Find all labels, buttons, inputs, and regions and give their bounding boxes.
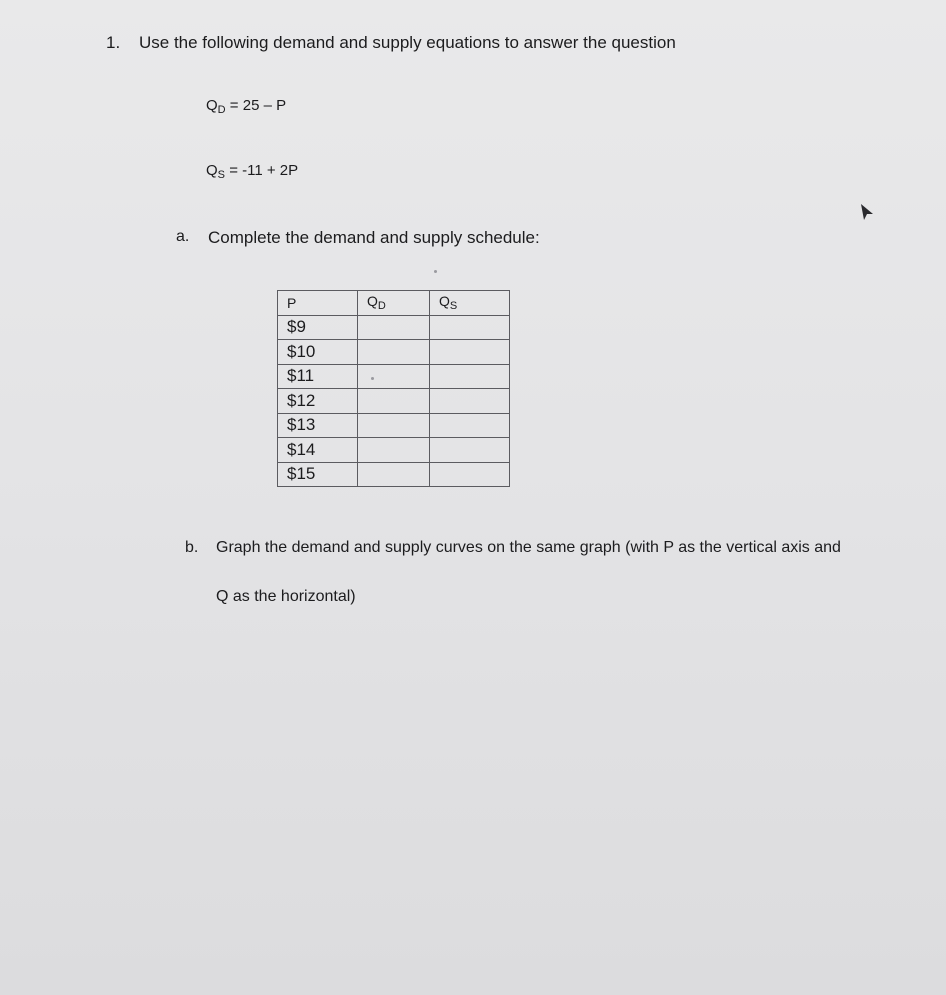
quantity-supplied-cell <box>430 315 510 340</box>
price-cell: $14 <box>278 438 358 463</box>
part-b-label: b. <box>185 539 199 556</box>
part-b-instruction-line2: Q as the horizontal) <box>216 588 356 605</box>
paper-speck <box>371 377 374 380</box>
table-row <box>278 389 510 414</box>
quantity-supplied-cell <box>430 413 510 438</box>
question-text: Use the following demand and supply equations to answer the question <box>139 33 676 52</box>
price-cell: $12 <box>278 389 358 414</box>
supply-equation: $Q_S = -11 + 2P$ <box>206 162 299 181</box>
table-header-row <box>278 291 510 316</box>
quantity-supplied-cell <box>430 340 510 365</box>
table-row <box>278 413 510 438</box>
table-row <box>278 438 510 463</box>
demand-supply-schedule-table <box>277 290 510 487</box>
price-cell: $10 <box>278 340 358 365</box>
header-price: P <box>278 291 358 316</box>
table-row <box>278 364 510 389</box>
question-number: 1. <box>106 33 121 52</box>
quantity-supplied-cell <box>430 438 510 463</box>
quantity-demanded-cell <box>358 315 430 340</box>
part-a-label: a. <box>176 228 190 245</box>
quantity-demanded-cell <box>358 413 430 438</box>
header-quantity-demanded: $Q_D$ <box>358 291 430 316</box>
quantity-demanded-cell <box>358 340 430 365</box>
quantity-supplied-cell <box>430 462 510 487</box>
quantity-supplied-cell <box>430 364 510 389</box>
part-a-instruction: Complete the demand and supply schedule: <box>208 228 540 247</box>
mouse-pointer-icon <box>858 202 876 224</box>
quantity-demanded-cell <box>358 364 430 389</box>
quantity-demanded-cell <box>358 389 430 414</box>
demand-equation: $Q_D = 25 - P$ <box>206 97 287 116</box>
paper-speck <box>434 270 437 273</box>
price-cell: $11 <box>278 364 358 389</box>
part-b-instruction-line1: Graph the demand and supply curves on the same graph (with P as the vertical axis and <box>216 539 841 556</box>
quantity-supplied-cell <box>430 389 510 414</box>
table-row <box>278 315 510 340</box>
price-cell: $13 <box>278 413 358 438</box>
quantity-demanded-cell <box>358 438 430 463</box>
table-row <box>278 462 510 487</box>
price-cell: $9 <box>278 315 358 340</box>
quantity-demanded-cell <box>358 462 430 487</box>
header-quantity-supplied: $Q_S$ <box>430 291 510 316</box>
table-row <box>278 340 510 365</box>
price-cell: $15 <box>278 462 358 487</box>
